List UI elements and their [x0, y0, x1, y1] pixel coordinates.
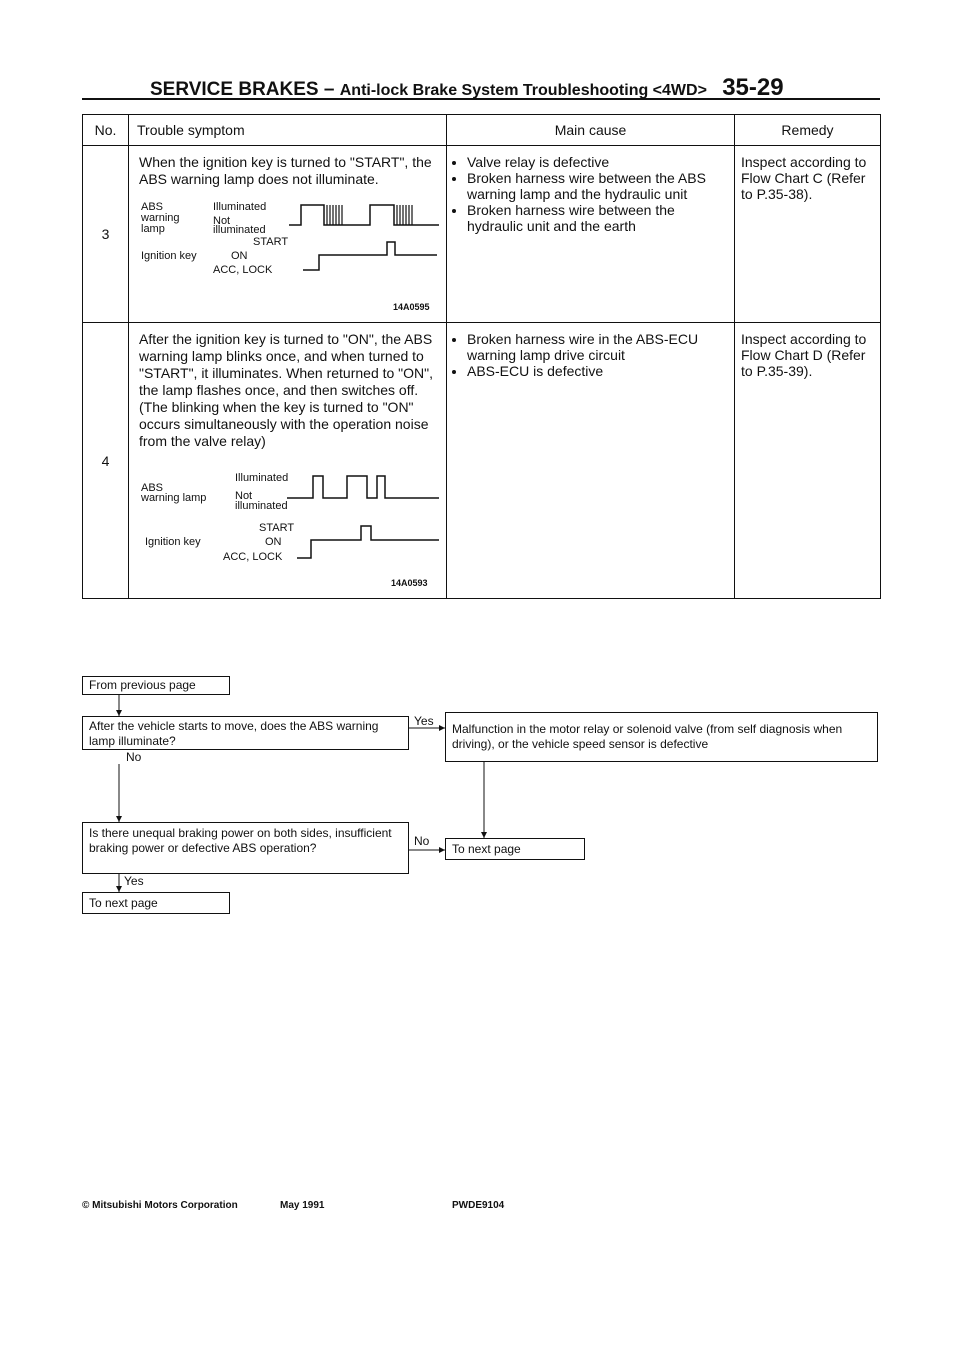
acc-lock-label: ACC, LOCK [213, 264, 273, 276]
lamp-label: warning lamp [141, 492, 207, 504]
remedy-cell: Inspect according to Flow Chart D (Refer to P.35-39). [735, 323, 881, 599]
col-no: No. [83, 115, 129, 146]
figure-code: 14A0595 [393, 302, 430, 312]
start-label: START [253, 236, 289, 248]
question-box: Is there unequal braking power on both sides, insufficient braking power or defective ABS operation? [82, 822, 409, 874]
yes-label: Yes [414, 714, 434, 728]
header-dash: – [323, 79, 335, 100]
page-number: 35-29 [722, 74, 784, 101]
on-label: ON [265, 536, 282, 548]
symptom-text: When the ignition key is turned to "START", the ABS warning lamp does not illuminate. [139, 154, 432, 187]
question-box: After the vehicle starts to move, does the ABS warning lamp illuminate? [82, 716, 409, 750]
col-cause: Main cause [447, 115, 735, 146]
on-label: ON [231, 250, 248, 262]
cause-item: • Valve relay is defective [467, 154, 728, 170]
illuminated-label: Illuminated [213, 201, 267, 213]
footer-copyright: © Mitsubishi Motors Corporation [82, 1200, 238, 1211]
not-label: Not [213, 215, 231, 227]
figure-code: 14A0593 [391, 578, 428, 588]
lamp-label: warning [141, 212, 180, 224]
col-remedy: Remedy [735, 115, 881, 146]
row-number: 3 [83, 146, 129, 323]
cause-item: • Broken harness wire between the hydraulic unit and the earth [467, 202, 728, 234]
ignition-key-label: Ignition key [141, 250, 197, 262]
from-previous-page-box: From previous page [82, 676, 230, 695]
lamp-label: ABS [141, 482, 164, 494]
cause-item: • ABS-ECU is defective [467, 363, 728, 379]
not-illuminated-label: illuminated [235, 500, 288, 512]
cause-item: • Broken harness wire between the ABS warning lamp and the hydraulic unit [467, 170, 728, 202]
no-label: No [126, 750, 142, 764]
row-number: 4 [83, 323, 129, 599]
not-label: Not [235, 490, 253, 502]
lamp-label: lamp [141, 223, 165, 235]
remedy-cell: Inspect according to Flow Chart C (Refer to P.35-38). [735, 146, 881, 323]
start-label: START [259, 522, 295, 534]
section-subtitle: Anti-lock Brake System Troubleshooting <4WD> [339, 82, 707, 99]
symptom-text: After the ignition key is turned to "ON", the ABS warning lamp blinks once, and when turned to "START", it illuminates. When returned to "ON", the lamp flashes once, and then switches off. (The blinking when the key is turned to "ON" occurs simultaneously with the operation noise from the valve relay) [139, 331, 434, 449]
next-page-box: To next page [445, 838, 585, 860]
footer-date: May 1991 [280, 1200, 325, 1211]
ignition-key-label: Ignition key [145, 536, 201, 548]
no-label: No [414, 834, 430, 848]
illuminated-label: Illuminated [235, 472, 289, 484]
col-symptom: Trouble symptom [129, 115, 447, 146]
result-box: Malfunction in the motor relay or solenoid valve (from self diagnosis when driving), or the vehicle speed sensor is defective [445, 712, 878, 762]
acc-lock-label: ACC, LOCK [223, 551, 283, 563]
cause-item: • Broken harness wire in the ABS-ECU warning lamp drive circuit [467, 331, 728, 363]
yes-label: Yes [124, 874, 144, 888]
footer-code: PWDE9104 [452, 1200, 505, 1211]
section-title: SERVICE BRAKES [150, 79, 319, 100]
next-page-box: To next page [82, 892, 230, 914]
lamp-label: ABS [141, 201, 164, 213]
not-illuminated-label: illuminated [213, 224, 266, 236]
